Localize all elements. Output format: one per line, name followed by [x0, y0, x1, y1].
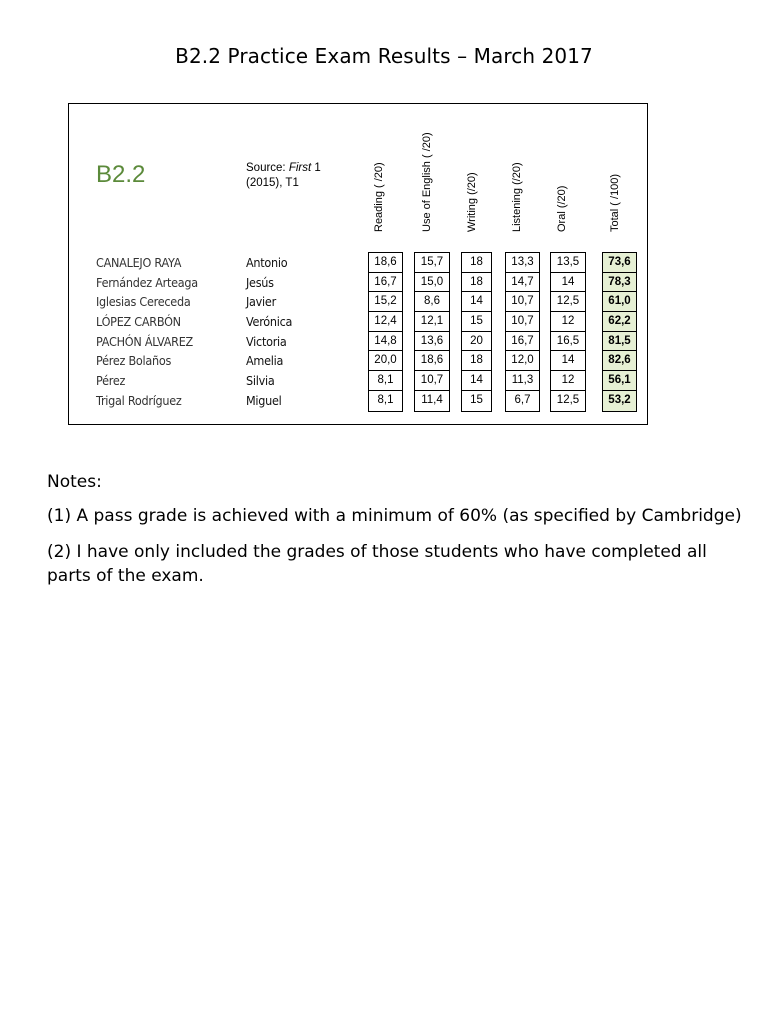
- student-first-name: Verónica: [246, 314, 293, 330]
- use-of-english-scores: [414, 252, 450, 412]
- total-score-cell: 53,2: [608, 393, 631, 406]
- student-first-name: Antonio: [246, 255, 288, 270]
- source-note: [246, 161, 321, 191]
- score-cell: 12: [551, 371, 585, 391]
- score-cell: 14: [551, 351, 585, 371]
- score-cell: 15: [470, 393, 483, 406]
- score-cell: 8,1: [369, 371, 402, 391]
- score-cell: 12: [551, 312, 585, 332]
- total-score-cell: 82,6: [603, 351, 636, 371]
- score-cell: 15,7: [415, 253, 449, 273]
- score-cell: 16,5: [551, 332, 585, 352]
- notes-section: [47, 470, 747, 600]
- student-first-name: Amelia: [246, 353, 284, 369]
- column-header-oral: Oral (/20): [556, 185, 568, 232]
- column-header-reading: Reading ( /20): [373, 162, 385, 232]
- reading-scores: [368, 252, 403, 412]
- score-cell: 18: [462, 273, 491, 293]
- score-cell: 10,7: [415, 371, 449, 391]
- total-score-cell: 56,1: [603, 371, 636, 391]
- score-cell: 12,5: [551, 292, 585, 312]
- notes-label: Notes:: [47, 472, 102, 492]
- student-first-name: Miguel: [246, 392, 282, 408]
- student-first-name: Victoria: [246, 333, 287, 349]
- score-cell: 12,4: [369, 312, 402, 332]
- student-surname: LÓPEZ CARBÓN: [96, 314, 181, 330]
- score-cell: 13,3: [506, 253, 539, 273]
- student-surname: CANALEJO RAYA: [96, 255, 182, 270]
- total-score-cell: 62,2: [603, 312, 636, 332]
- column-header-use-of-english: Use of English ( /20): [421, 132, 433, 232]
- score-cell: 18: [462, 253, 491, 273]
- note-item: (2) I have only included the grades of those students who have completed all parts of the exam.: [47, 542, 707, 586]
- total-score-cell: 81,5: [603, 332, 636, 352]
- score-cell: 15,0: [415, 273, 449, 293]
- source-book: First: [288, 162, 312, 174]
- score-cell: 6,7: [514, 393, 531, 406]
- listening-scores: [505, 252, 540, 412]
- score-cell: 14: [462, 292, 491, 312]
- score-cell: 12,0: [506, 351, 539, 371]
- results-table: [68, 103, 648, 425]
- total-score-cell: 73,6: [603, 253, 636, 273]
- student-surname: Pérez Bolaños: [96, 353, 172, 369]
- column-header-total: Total ( /100): [609, 173, 621, 232]
- note-item: (1) A pass grade is achieved with a minimum of 60% (as specified by Cambridge): [47, 506, 742, 526]
- column-header-writing: Writing (/20): [466, 172, 478, 232]
- student-surname: Pérez: [96, 373, 126, 389]
- surname-column: [96, 253, 209, 411]
- score-cell: 15: [462, 312, 491, 332]
- student-surname: PACHÓN ÁLVAREZ: [96, 333, 193, 349]
- source-prefix: Source:: [246, 162, 289, 174]
- total-score-cell: 61,0: [603, 292, 636, 312]
- score-cell: 8,1: [377, 393, 394, 406]
- score-cell: 8,6: [415, 292, 449, 312]
- score-cell: 10,7: [506, 292, 539, 312]
- score-cell: 18,6: [415, 351, 449, 371]
- total-score-cell: 78,3: [603, 273, 636, 293]
- student-surname: Fernández Arteaga: [96, 274, 198, 290]
- score-cell: 15,2: [369, 292, 402, 312]
- score-cell: 14: [462, 371, 491, 391]
- source-line-2: (2015), T1: [246, 177, 299, 189]
- score-cell: 20,0: [369, 351, 402, 371]
- score-cell: 18: [462, 351, 491, 371]
- score-cell: 13,6: [415, 332, 449, 352]
- student-first-name: Jesús: [246, 274, 274, 290]
- writing-scores: [461, 252, 492, 412]
- score-cell: 10,7: [506, 312, 539, 332]
- first-name-column: [246, 253, 297, 411]
- score-cell: 16,7: [506, 332, 539, 352]
- score-cell: 20: [462, 332, 491, 352]
- score-cell: 13,5: [551, 253, 585, 273]
- level-heading: B2.2: [96, 161, 146, 188]
- score-cell: 12,1: [415, 312, 449, 332]
- score-cell: 14,7: [506, 273, 539, 293]
- score-cell: 11,3: [506, 371, 539, 391]
- student-first-name: Javier: [246, 294, 276, 310]
- score-cell: 14,8: [369, 332, 402, 352]
- oral-scores: [550, 252, 586, 412]
- score-cell: 14: [551, 273, 585, 293]
- score-cell: 12,5: [556, 393, 580, 406]
- score-cell: 16,7: [369, 273, 402, 293]
- column-header-listening: Listening (/20): [511, 162, 523, 232]
- student-first-name: Silvia: [246, 373, 275, 389]
- total-scores: [602, 252, 637, 412]
- score-cell: 11,4: [421, 393, 443, 406]
- student-surname: Trigal Rodríguez: [96, 392, 182, 408]
- student-surname: Iglesias Cereceda: [96, 294, 191, 310]
- page-title: B2.2 Practice Exam Results – March 2017: [175, 44, 593, 68]
- score-cell: 18,6: [369, 253, 402, 273]
- source-rest: 1: [311, 162, 321, 174]
